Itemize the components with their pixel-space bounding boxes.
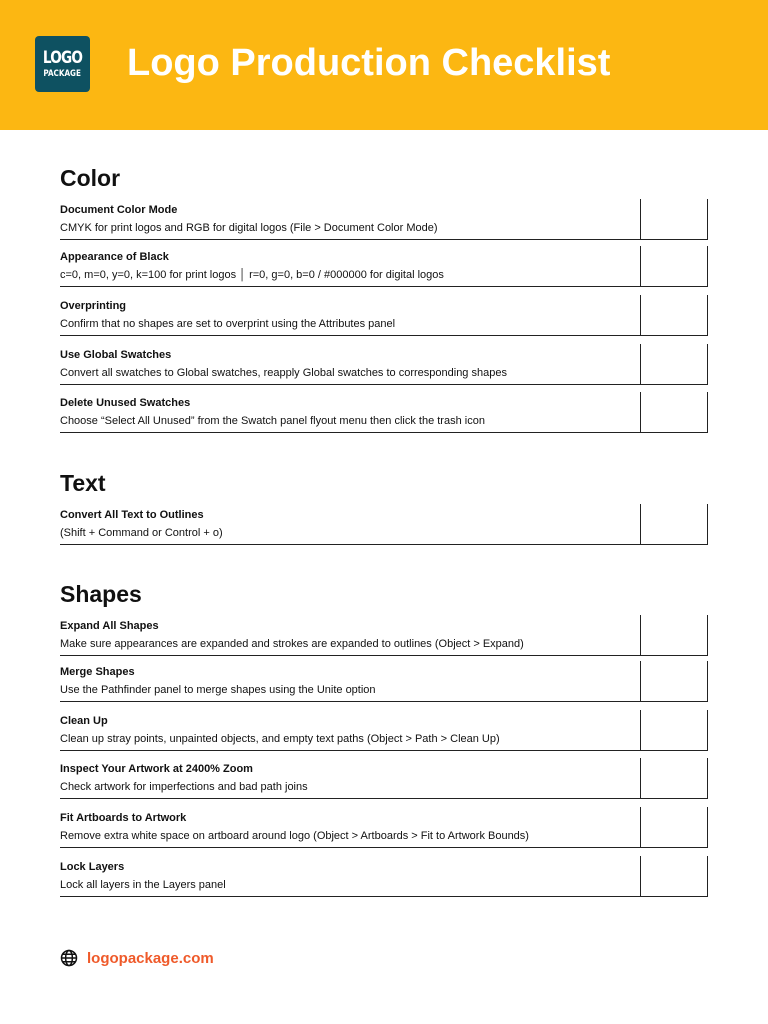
item-checkbox[interactable] bbox=[640, 392, 708, 432]
item-description: Choose “Select All Unused” from the Swatch panel flyout menu then click the trash icon bbox=[60, 415, 485, 427]
page-title: Logo Production Checklist bbox=[127, 42, 611, 84]
checklist-row bbox=[60, 666, 708, 702]
item-title: Appearance of Black bbox=[60, 251, 169, 263]
item-checkbox[interactable] bbox=[640, 344, 708, 384]
checklist-row bbox=[60, 509, 708, 545]
item-checkbox[interactable] bbox=[640, 199, 708, 239]
section-heading-color: Color bbox=[60, 165, 121, 191]
checklist-row bbox=[60, 763, 708, 799]
logo-line1: LOGO bbox=[42, 47, 83, 68]
item-title: Lock Layers bbox=[60, 861, 125, 873]
item-title: Inspect Your Artwork at 2400% Zoom bbox=[60, 763, 253, 775]
item-checkbox[interactable] bbox=[640, 807, 708, 847]
item-title: Overprinting bbox=[60, 300, 127, 312]
item-description: CMYK for print logos and RGB for digital logos (File > Document Color Mode) bbox=[60, 222, 438, 234]
section-heading-shapes: Shapes bbox=[60, 581, 142, 607]
item-description: Clean up stray points, unpainted objects, and empty text paths (Object > Path > Clean Up) bbox=[60, 733, 500, 745]
header-banner bbox=[0, 0, 768, 130]
checklist-row bbox=[60, 349, 708, 385]
logo-line2: PACKAGE bbox=[43, 68, 82, 79]
item-checkbox[interactable] bbox=[640, 504, 708, 544]
item-checkbox[interactable] bbox=[640, 856, 708, 896]
item-description: Lock all layers in the Layers panel bbox=[60, 879, 226, 891]
item-description: (Shift + Command or Control + o) bbox=[60, 527, 223, 539]
item-checkbox[interactable] bbox=[640, 246, 708, 286]
item-checkbox[interactable] bbox=[640, 295, 708, 335]
website-link[interactable]: logopackage.com bbox=[87, 949, 214, 967]
item-description: Check artwork for imperfections and bad path joins bbox=[60, 781, 308, 793]
checklist-row bbox=[60, 300, 708, 336]
globe-icon bbox=[60, 949, 78, 967]
section-heading-text: Text bbox=[60, 470, 106, 496]
checklist-row bbox=[60, 861, 708, 897]
item-title: Merge Shapes bbox=[60, 666, 135, 678]
item-title: Use Global Swatches bbox=[60, 349, 172, 361]
item-checkbox[interactable] bbox=[640, 661, 708, 701]
item-description: Convert all swatches to Global swatches, reapply Global swatches to corresponding shapes bbox=[60, 367, 507, 379]
checklist-row bbox=[60, 204, 708, 240]
item-description: c=0, m=0, y=0, k=100 for print logos │ r=0, g=0, b=0 / #000000 for digital logos bbox=[60, 269, 444, 281]
item-title: Document Color Mode bbox=[60, 204, 178, 216]
checklist-row bbox=[60, 251, 708, 287]
checklist-row bbox=[60, 397, 708, 433]
item-title: Fit Artboards to Artwork bbox=[60, 812, 187, 824]
footer bbox=[60, 948, 214, 968]
item-title: Delete Unused Swatches bbox=[60, 397, 191, 409]
item-title: Convert All Text to Outlines bbox=[60, 509, 204, 521]
item-title: Clean Up bbox=[60, 715, 108, 727]
item-description: Make sure appearances are expanded and strokes are expanded to outlines (Object > Expand) bbox=[60, 638, 524, 650]
item-description: Confirm that no shapes are set to overprint using the Attributes panel bbox=[60, 318, 396, 330]
item-checkbox[interactable] bbox=[640, 615, 708, 655]
item-checkbox[interactable] bbox=[640, 710, 708, 750]
item-description: Use the Pathfinder panel to merge shapes using the Unite option bbox=[60, 684, 376, 696]
item-checkbox[interactable] bbox=[640, 758, 708, 798]
checklist-row bbox=[60, 812, 708, 848]
logo-package-logo bbox=[35, 36, 90, 92]
checklist-row bbox=[60, 620, 708, 656]
item-description: Remove extra white space on artboard around logo (Object > Artboards > Fit to Artwork Bounds) bbox=[60, 830, 529, 842]
checklist-row bbox=[60, 715, 708, 751]
item-title: Expand All Shapes bbox=[60, 620, 159, 632]
